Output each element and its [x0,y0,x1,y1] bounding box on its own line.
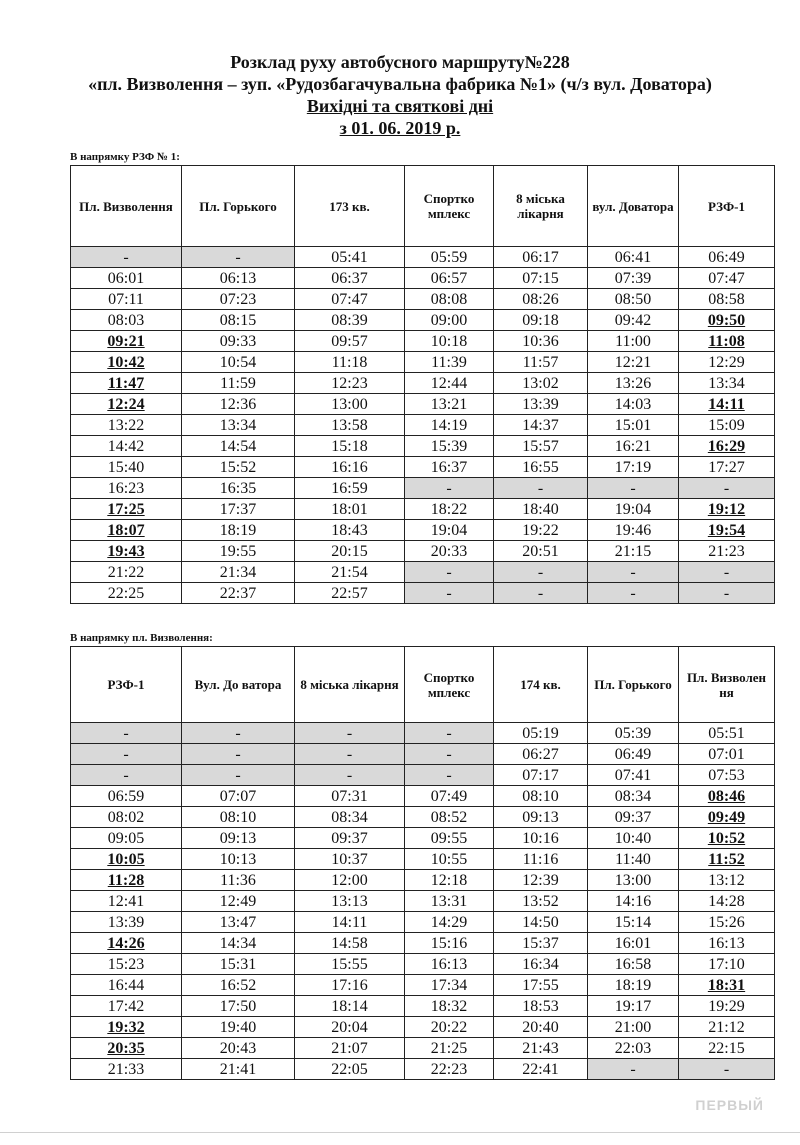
time-cell: 14:11 [679,394,775,415]
time-cell: 10:05 [71,849,182,870]
time-cell: - [494,478,588,499]
time-cell: 16:35 [182,478,295,499]
time-cell: 19:43 [71,541,182,562]
time-cell: 15:09 [679,415,775,436]
time-cell: 06:01 [71,268,182,289]
table-row [71,247,775,268]
time-cell: 08:26 [494,289,588,310]
time-cell: 18:53 [494,996,588,1017]
time-cell: 20:33 [405,541,494,562]
time-cell: - [182,765,295,786]
time-cell: 09:50 [679,310,775,331]
time-cell: 11:39 [405,352,494,373]
time-cell: - [182,744,295,765]
time-cell: 22:57 [295,583,405,604]
time-cell: 21:23 [679,541,775,562]
timetable-header-row [71,647,775,723]
time-cell: 07:15 [494,268,588,289]
time-cell: 18:22 [405,499,494,520]
time-cell: 05:39 [588,723,679,744]
table-row [71,933,775,954]
time-cell: 14:19 [405,415,494,436]
time-cell: 14:29 [405,912,494,933]
time-cell: 10:18 [405,331,494,352]
table-row [71,765,775,786]
time-cell: - [588,1059,679,1080]
time-cell: 21:22 [71,562,182,583]
time-cell: 10:36 [494,331,588,352]
table-row [71,870,775,891]
timetable-direction-1 [70,165,775,604]
time-cell: 18:19 [588,975,679,996]
column-header: 8 міська лікарня [494,166,588,247]
time-cell: 11:59 [182,373,295,394]
time-cell: 20:51 [494,541,588,562]
time-cell: 13:02 [494,373,588,394]
time-cell: 21:00 [588,1017,679,1038]
table-row [71,1038,775,1059]
time-cell: - [182,247,295,268]
title-date: з 01. 06. 2019 р. [339,118,461,138]
time-cell: 11:16 [494,849,588,870]
time-cell: - [71,765,182,786]
time-cell: 07:01 [679,744,775,765]
table-row [71,807,775,828]
time-cell: - [679,1059,775,1080]
time-cell: 22:23 [405,1059,494,1080]
time-cell: 13:58 [295,415,405,436]
table-row [71,268,775,289]
time-cell: 14:42 [71,436,182,457]
time-cell: 12:44 [405,373,494,394]
time-cell: 18:07 [71,520,182,541]
time-cell: 13:21 [405,394,494,415]
time-cell: 20:40 [494,1017,588,1038]
time-cell: 12:00 [295,870,405,891]
time-cell: 15:39 [405,436,494,457]
table-row [71,723,775,744]
time-cell: 11:57 [494,352,588,373]
time-cell: 13:47 [182,912,295,933]
time-cell: 19:04 [405,520,494,541]
time-cell: 09:00 [405,310,494,331]
time-cell: - [295,723,405,744]
time-cell: - [679,478,775,499]
time-cell: 19:46 [588,520,679,541]
time-cell: 08:02 [71,807,182,828]
time-cell: 10:55 [405,849,494,870]
time-cell: 17:10 [679,954,775,975]
time-cell: 15:31 [182,954,295,975]
time-cell: 19:40 [182,1017,295,1038]
time-cell: - [295,744,405,765]
column-header: РЗФ-1 [71,647,182,723]
column-header: вул. Доватора [588,166,679,247]
table-row [71,289,775,310]
time-cell: 13:26 [588,373,679,394]
time-cell: 18:40 [494,499,588,520]
time-cell: 22:15 [679,1038,775,1059]
time-cell: 08:50 [588,289,679,310]
time-cell: 21:25 [405,1038,494,1059]
time-cell: 06:59 [71,786,182,807]
time-cell: 17:42 [71,996,182,1017]
time-cell: 06:17 [494,247,588,268]
time-cell: 19:22 [494,520,588,541]
table-row [71,394,775,415]
time-cell: 06:13 [182,268,295,289]
time-cell: 13:00 [295,394,405,415]
table-row [71,912,775,933]
time-cell: 14:37 [494,415,588,436]
time-cell: 05:19 [494,723,588,744]
time-cell: 20:22 [405,1017,494,1038]
title-line-2: «пл. Визволення – зуп. «Рудозбагачувальна фабрика №1» (ч/з вул. Доватора) [88,74,712,94]
time-cell: 09:57 [295,331,405,352]
column-header: Пл. Горького [182,166,295,247]
time-cell: 11:36 [182,870,295,891]
time-cell: 16:37 [405,457,494,478]
time-cell: 17:27 [679,457,775,478]
time-cell: - [71,723,182,744]
time-cell: 14:28 [679,891,775,912]
time-cell: - [588,583,679,604]
time-cell: 09:18 [494,310,588,331]
time-cell: 07:23 [182,289,295,310]
time-cell: 12:41 [71,891,182,912]
time-cell: 20:15 [295,541,405,562]
time-cell: 16:44 [71,975,182,996]
time-cell: 10:40 [588,828,679,849]
time-cell: 20:43 [182,1038,295,1059]
column-header: Пл. Визволен ня [679,647,775,723]
time-cell: 14:54 [182,436,295,457]
time-cell: 12:36 [182,394,295,415]
direction-2-label: В напрямку пл. Визволення: [70,632,213,644]
time-cell: 22:05 [295,1059,405,1080]
table-row [71,828,775,849]
time-cell: 22:25 [71,583,182,604]
time-cell: 15:18 [295,436,405,457]
time-cell: 12:39 [494,870,588,891]
time-cell: 12:18 [405,870,494,891]
time-cell: 15:57 [494,436,588,457]
time-cell: - [405,562,494,583]
time-cell: 18:19 [182,520,295,541]
time-cell: 15:52 [182,457,295,478]
time-cell: 19:17 [588,996,679,1017]
table-row [71,478,775,499]
time-cell: 13:22 [71,415,182,436]
table-row [71,891,775,912]
time-cell: 21:33 [71,1059,182,1080]
time-cell: 12:21 [588,352,679,373]
time-cell: 14:16 [588,891,679,912]
time-cell: 11:08 [679,331,775,352]
time-cell: 16:16 [295,457,405,478]
table-row [71,583,775,604]
time-cell: 10:16 [494,828,588,849]
time-cell: 13:13 [295,891,405,912]
table-row [71,352,775,373]
time-cell: 10:13 [182,849,295,870]
time-cell: 08:03 [71,310,182,331]
time-cell: 16:21 [588,436,679,457]
time-cell: 09:42 [588,310,679,331]
time-cell: 07:47 [679,268,775,289]
time-cell: 19:12 [679,499,775,520]
timetable-direction-2 [70,646,775,1080]
time-cell: 13:12 [679,870,775,891]
time-cell: 16:13 [405,954,494,975]
time-cell: 11:28 [71,870,182,891]
time-cell: 16:58 [588,954,679,975]
time-cell: 22:03 [588,1038,679,1059]
column-header: РЗФ-1 [679,166,775,247]
time-cell: - [405,583,494,604]
direction-1-label: В напрямку РЗФ № 1: [70,151,180,163]
time-cell: - [405,478,494,499]
time-cell: 17:25 [71,499,182,520]
time-cell: 21:15 [588,541,679,562]
time-cell: 07:17 [494,765,588,786]
time-cell: 13:34 [679,373,775,394]
time-cell: 17:55 [494,975,588,996]
time-cell: 07:39 [588,268,679,289]
watermark-logo: ПЕРВЫЙ [695,1097,764,1113]
time-cell: 16:55 [494,457,588,478]
time-cell: - [405,744,494,765]
table-row [71,1059,775,1080]
time-cell: 16:23 [71,478,182,499]
time-cell: 21:07 [295,1038,405,1059]
time-cell: - [679,583,775,604]
time-cell: 19:04 [588,499,679,520]
time-cell: 08:46 [679,786,775,807]
time-cell: 14:26 [71,933,182,954]
time-cell: - [182,723,295,744]
column-header: Спортко мплекс [405,166,494,247]
column-header: 8 міська лікарня [295,647,405,723]
time-cell: 07:53 [679,765,775,786]
time-cell: 09:37 [295,828,405,849]
time-cell: - [71,247,182,268]
column-header: 174 кв. [494,647,588,723]
time-cell: 21:41 [182,1059,295,1080]
time-cell: 15:16 [405,933,494,954]
column-header: 173 кв. [295,166,405,247]
table-row [71,331,775,352]
time-cell: 09:33 [182,331,295,352]
column-header: Пл. Горького [588,647,679,723]
time-cell: 07:47 [295,289,405,310]
time-cell: 18:43 [295,520,405,541]
time-cell: 17:16 [295,975,405,996]
table-row [71,457,775,478]
time-cell: - [494,583,588,604]
time-cell: 20:04 [295,1017,405,1038]
table-row [71,415,775,436]
table-row [71,520,775,541]
time-cell: 21:54 [295,562,405,583]
time-cell: 11:00 [588,331,679,352]
time-cell: 19:55 [182,541,295,562]
time-cell: 06:41 [588,247,679,268]
title-line-1: Розклад руху автобусного маршруту№228 [230,52,570,72]
time-cell: 17:37 [182,499,295,520]
time-cell: 12:49 [182,891,295,912]
time-cell: 14:03 [588,394,679,415]
table-row [71,436,775,457]
time-cell: 08:10 [494,786,588,807]
time-cell: - [71,744,182,765]
time-cell: 07:49 [405,786,494,807]
time-cell: 11:47 [71,373,182,394]
time-cell: 10:37 [295,849,405,870]
time-cell: 08:39 [295,310,405,331]
time-cell: 15:23 [71,954,182,975]
time-cell: 19:32 [71,1017,182,1038]
table-row [71,562,775,583]
time-cell: 09:13 [182,828,295,849]
time-cell: 19:29 [679,996,775,1017]
time-cell: 18:32 [405,996,494,1017]
time-cell: - [679,562,775,583]
time-cell: 07:07 [182,786,295,807]
table-row [71,1017,775,1038]
time-cell: 08:15 [182,310,295,331]
time-cell: 22:37 [182,583,295,604]
time-cell: - [405,723,494,744]
time-cell: 16:34 [494,954,588,975]
time-cell: 06:57 [405,268,494,289]
time-cell: 11:40 [588,849,679,870]
table-row [71,954,775,975]
time-cell: 16:59 [295,478,405,499]
time-cell: 12:24 [71,394,182,415]
table-row [71,975,775,996]
time-cell: 07:31 [295,786,405,807]
time-cell: 21:43 [494,1038,588,1059]
time-cell: - [494,562,588,583]
time-cell: 16:29 [679,436,775,457]
time-cell: 11:18 [295,352,405,373]
time-cell: 13:34 [182,415,295,436]
time-cell: 22:41 [494,1059,588,1080]
time-cell: 08:52 [405,807,494,828]
time-cell: 13:52 [494,891,588,912]
time-cell: 17:34 [405,975,494,996]
table-row [71,996,775,1017]
time-cell: 10:42 [71,352,182,373]
time-cell: - [295,765,405,786]
time-cell: 12:23 [295,373,405,394]
time-cell: 08:34 [588,786,679,807]
time-cell: 12:29 [679,352,775,373]
time-cell: 06:49 [588,744,679,765]
time-cell: 18:01 [295,499,405,520]
time-cell: 20:35 [71,1038,182,1059]
table-row [71,849,775,870]
time-cell: 17:19 [588,457,679,478]
page-header [0,51,800,139]
page-bottom-divider [0,1132,800,1133]
time-cell: 14:34 [182,933,295,954]
time-cell: - [588,562,679,583]
time-cell: 21:12 [679,1017,775,1038]
time-cell: 09:37 [588,807,679,828]
time-cell: 14:50 [494,912,588,933]
time-cell: 15:40 [71,457,182,478]
time-cell: 06:49 [679,247,775,268]
time-cell: 15:55 [295,954,405,975]
time-cell: 08:58 [679,289,775,310]
time-cell: 11:52 [679,849,775,870]
time-cell: 18:14 [295,996,405,1017]
column-header: Пл. Визволення [71,166,182,247]
time-cell: 06:27 [494,744,588,765]
table-row [71,541,775,562]
time-cell: 16:01 [588,933,679,954]
time-cell: 10:52 [679,828,775,849]
time-cell: 06:37 [295,268,405,289]
time-cell: 13:00 [588,870,679,891]
table-row [71,310,775,331]
time-cell: 09:13 [494,807,588,828]
time-cell: 17:50 [182,996,295,1017]
time-cell: 09:05 [71,828,182,849]
time-cell: 13:39 [71,912,182,933]
time-cell: 19:54 [679,520,775,541]
time-cell: 13:39 [494,394,588,415]
time-cell: 14:11 [295,912,405,933]
time-cell: - [405,765,494,786]
table-row [71,499,775,520]
time-cell: 15:14 [588,912,679,933]
time-cell: 09:49 [679,807,775,828]
column-header: Вул. До ватора [182,647,295,723]
time-cell: 07:11 [71,289,182,310]
time-cell: 08:34 [295,807,405,828]
title-days: Вихідні та святкові дні [306,96,494,116]
time-cell: 07:41 [588,765,679,786]
time-cell: 05:59 [405,247,494,268]
timetable-header-row [71,166,775,247]
time-cell: 15:01 [588,415,679,436]
time-cell: 13:31 [405,891,494,912]
time-cell: 18:31 [679,975,775,996]
time-cell: - [588,478,679,499]
time-cell: 10:54 [182,352,295,373]
time-cell: 09:55 [405,828,494,849]
time-cell: 05:41 [295,247,405,268]
time-cell: 16:13 [679,933,775,954]
table-row [71,786,775,807]
time-cell: 15:37 [494,933,588,954]
time-cell: 21:34 [182,562,295,583]
time-cell: 08:10 [182,807,295,828]
time-cell: 08:08 [405,289,494,310]
time-cell: 05:51 [679,723,775,744]
time-cell: 16:52 [182,975,295,996]
time-cell: 14:58 [295,933,405,954]
table-row [71,744,775,765]
time-cell: 15:26 [679,912,775,933]
table-row [71,373,775,394]
time-cell: 09:21 [71,331,182,352]
column-header: Спортко мплекс [405,647,494,723]
